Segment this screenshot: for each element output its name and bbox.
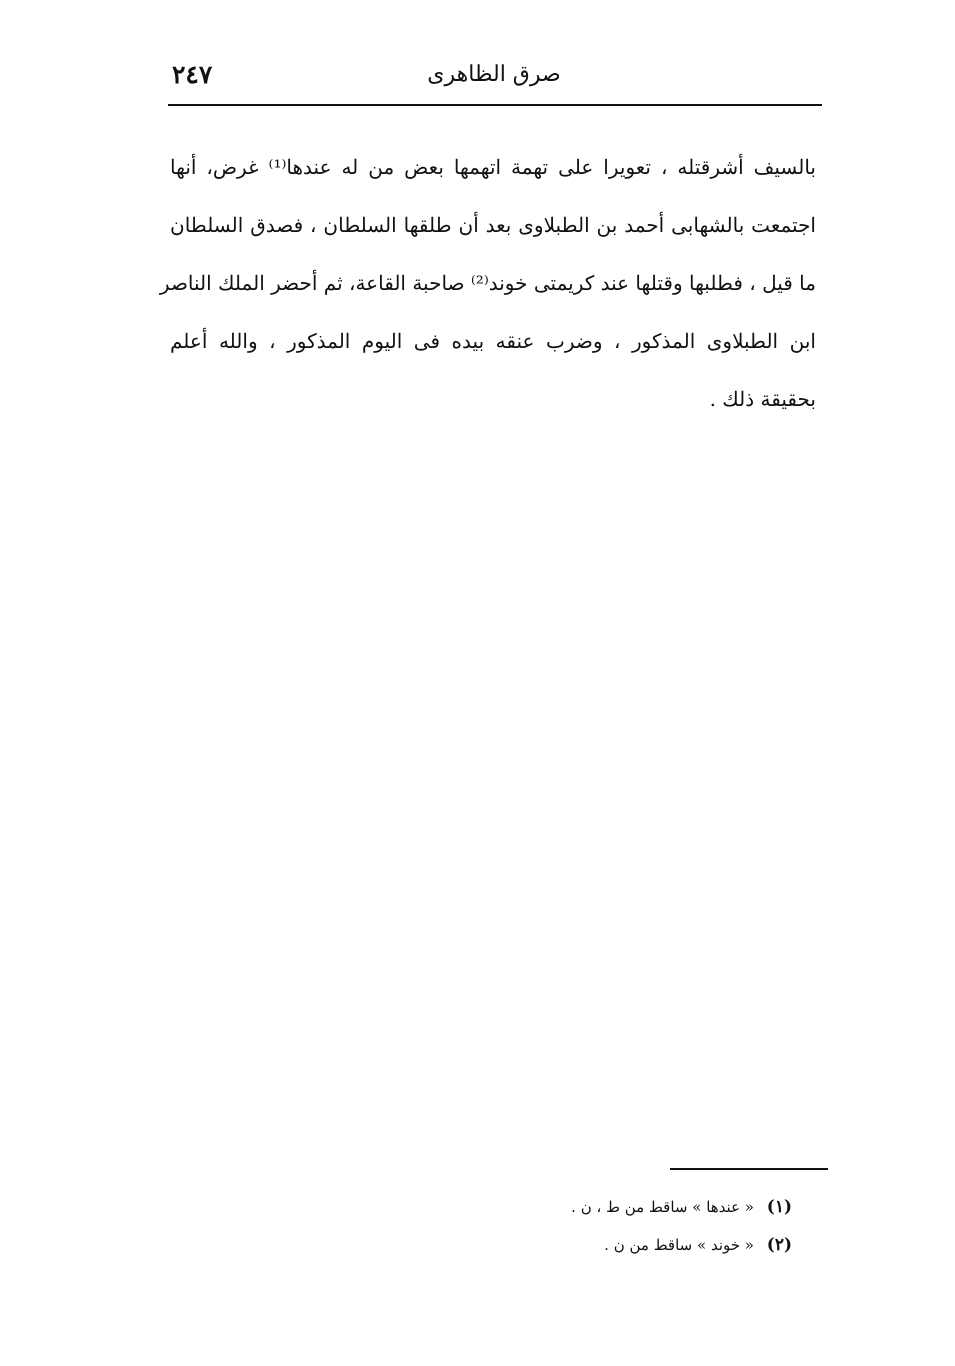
footnote-mark: (١) (766, 1197, 792, 1217)
footnote-text: « خوند » ساقط من ن . (604, 1236, 754, 1254)
footnote-rule (670, 1168, 828, 1170)
page-number: ٢٤٧ (172, 60, 213, 89)
page-header (168, 56, 820, 100)
footnote-text: « عندها » ساقط من ط ، ن . (571, 1198, 754, 1216)
footnotes (540, 1188, 792, 1264)
body-text (159, 138, 816, 428)
body-line: ما قيل ، فطلبها وقتلها عند كريمتى خوند⁽²⁾ صاحبة القاعة، ثم أحضر الملك الناصر (159, 271, 816, 295)
footnote (540, 1226, 792, 1264)
footnote-mark: (٢) (766, 1235, 792, 1255)
running-title: صرق الظاهرى (427, 62, 561, 87)
body-line: بالسيف أشرقتله ، تعويرا على تهمة اتهمها بعض من له عندها⁽¹⁾ غرض، أنها (170, 155, 816, 179)
body-line: بحقيقة ذلك . (709, 387, 816, 411)
body-line: اجتمعت بالشهابى أحمد بن الطبلاوى بعد أن طلقها السلطان ، فصدق السلطان (170, 213, 816, 237)
body-line: ابن الطبلاوى المذكور ، وضرب عنقه بيده فى اليوم المذكور ، والله أعلم (170, 329, 816, 353)
footnote (540, 1188, 792, 1226)
header-rule (168, 104, 822, 106)
